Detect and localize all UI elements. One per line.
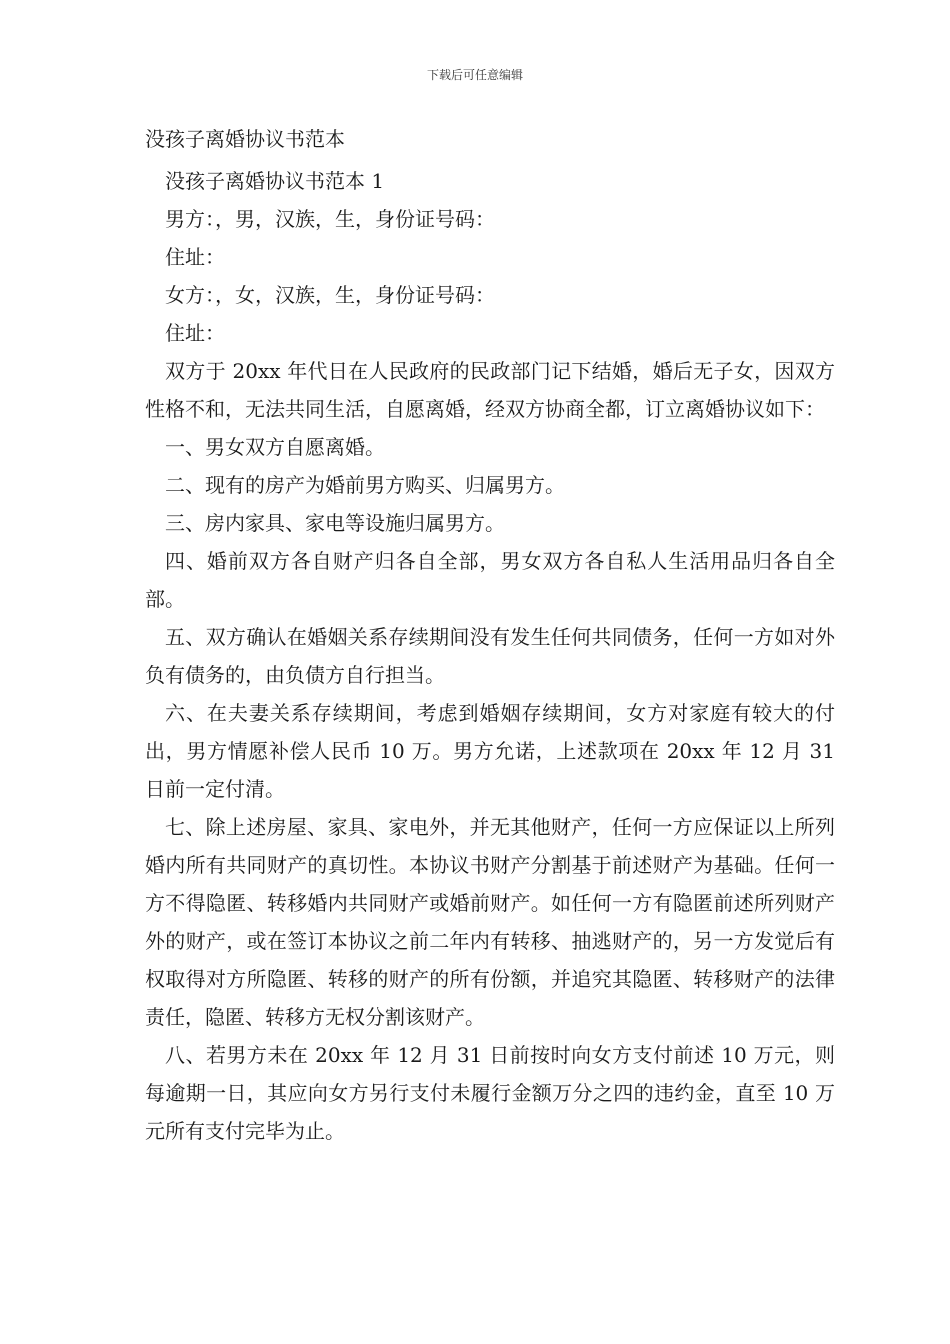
document-subtitle: 没孩子离婚协议书范本 1: [165, 169, 385, 193]
clause-2: 二、现有的房产为婚前男方购买、归属男方。: [165, 473, 565, 497]
male-address: 住址：: [165, 245, 225, 269]
female-address: 住址：: [165, 321, 225, 345]
page-header-note: 下载后可任意编辑: [426, 68, 523, 82]
clause-4: 四、婚前双方各自财产归各自全部，男女双方各自私人生活用品归各自全部。: [145, 549, 835, 611]
clause-3: 三、房内家具、家电等设施归属男方。: [165, 511, 505, 535]
document-title: 没孩子离婚协议书范本: [145, 127, 345, 151]
document-body: [145, 124, 835, 1150]
clause-7: 七、除上述房屋、家具、家电外，并无其他财产，任何一方应保证以上所列婚内所有共同财产的真切性。本协议书财产分割基于前述财产为基础。任何一方不得隐匿、转移婚内共同财产或婚前财产。如任何一方有隐匿前述所列财产外的财产，或在签订本协议之前二年内有转移、抽逃财产的，另一方发觉后有权取得对方所隐匿、转移的财产的所有份额，并追究其隐匿、转移财产的法律责任，隐匿、转移方无权分割该财产。: [145, 815, 835, 1029]
clause-8: 八、若男方未在 20xx 年 12 月 31 日前按时向女方支付前述 10 万元，则每逾期一日，其应向女方另行支付未履行金额万分之四的违约金，直至 10 万元所有支付完毕为止。: [145, 1043, 835, 1143]
clause-5: 五、双方确认在婚姻关系存续期间没有发生任何共同债务，任何一方如对外负有债务的，由负债方自行担当。: [145, 625, 835, 687]
clause-6: 六、在夫妻关系存续期间，考虑到婚姻存续期间，女方对家庭有较大的付出，男方情愿补偿人民币 10 万。男方允诺，上述款项在 20xx 年 12 月 31 日前一定付清。: [145, 701, 835, 801]
intro-paragraph: 双方于 20xx 年代日在人民政府的民政部门记下结婚，婚后无子女，因双方性格不和，无法共同生活，自愿离婚，经双方协商全都，订立离婚协议如下：: [145, 359, 835, 421]
female-party-info: 女方：，女，汉族，生，身份证号码：: [165, 283, 495, 307]
clause-1: 一、男女双方自愿离婚。: [165, 435, 385, 459]
male-party-info: 男方：，男，汉族，生，身份证号码：: [165, 207, 495, 231]
